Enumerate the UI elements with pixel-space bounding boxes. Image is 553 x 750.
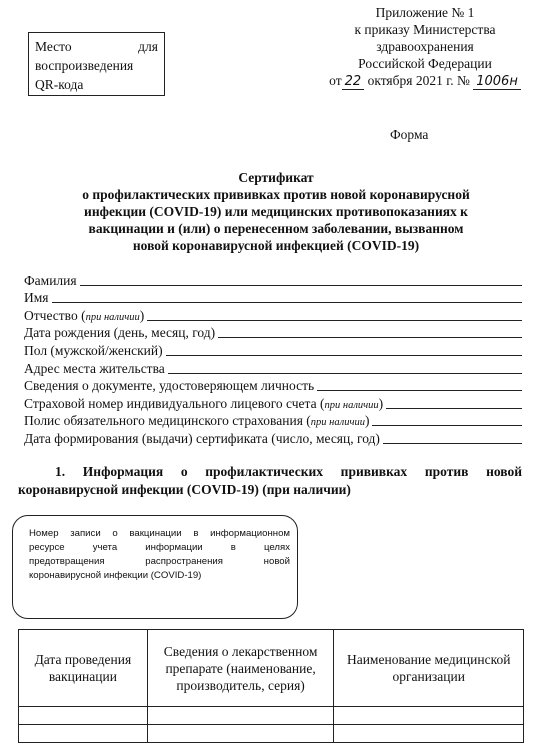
form-label: Форма — [390, 127, 429, 142]
field-address[interactable]: Адрес места жительства — [24, 359, 522, 377]
field-identity-document[interactable]: Сведения о документе, удостоверяющем личность — [24, 377, 522, 395]
table-cell[interactable] — [19, 725, 148, 743]
field-birth-date[interactable]: Дата рождения (день, месяц, год) — [24, 324, 522, 342]
table-cell[interactable] — [147, 707, 334, 725]
appendix-number: Приложение № 1 — [375, 5, 475, 20]
vaccination-record-text: Номер записи о вакцинации в информационном ресурсе учета информации в целях предотвращения распространения новой коронавирусной инфекции (COVID-19) — [29, 528, 290, 581]
certificate-title: Сертификат о профилактических прививках против новой коронавирусной инфекции (COVID-19) или медицинских противопоказаниях к вакцинации и (или) о перенесенном заболевании, вызванном новой коронавирусной инфекцией (COVID-19) — [26, 169, 526, 254]
order-number: 1006н — [473, 75, 521, 90]
qr-label-place: Место — [35, 39, 72, 54]
table-cell[interactable] — [19, 707, 148, 725]
input-line[interactable] — [383, 443, 522, 444]
input-line[interactable] — [52, 302, 522, 303]
table-row[interactable] — [19, 707, 524, 725]
input-line[interactable] — [147, 320, 522, 321]
table-cell[interactable] — [334, 725, 524, 743]
order-ministry: к приказу Министерства — [354, 22, 496, 37]
personal-fields — [24, 271, 522, 447]
input-line[interactable] — [80, 285, 522, 286]
order-day: 22 — [342, 75, 365, 90]
order-russian-federation: Российской Федерации — [358, 56, 492, 71]
approval-block — [310, 4, 540, 90]
qr-label-reproduction: воспроизведения — [35, 58, 134, 73]
field-issue-date[interactable]: Дата формирования (выдачи) сертификата (число, месяц, год) — [24, 429, 522, 447]
field-snils[interactable]: Страховой номер индивидуального лицевого счета (при наличии) — [24, 394, 522, 412]
field-patronymic[interactable]: Отчество (при наличии) — [24, 306, 522, 324]
field-oms-policy[interactable]: Полис обязательного медицинского страхования (при наличии) — [24, 412, 522, 430]
input-line[interactable] — [168, 373, 522, 374]
order-healthcare: здравоохранения — [376, 39, 474, 54]
input-line[interactable] — [372, 425, 522, 426]
input-line[interactable] — [218, 337, 522, 338]
col-drug-info: Сведения о лекарственном препарате (наименование, производитель, серия) — [147, 630, 334, 707]
table-cell[interactable] — [147, 725, 334, 743]
qr-label-for: для — [138, 39, 158, 54]
vaccination-table — [18, 629, 524, 743]
qr-label-qr-code: QR-кода — [35, 77, 84, 92]
table-row[interactable] — [19, 725, 524, 743]
col-vaccination-date: Дата проведения вакцинации — [19, 630, 148, 707]
order-date-line: от 22 октября 2021 г. № 1006н — [310, 72, 540, 90]
field-sex[interactable]: Пол (мужской/женский) — [24, 341, 522, 359]
input-line[interactable] — [166, 355, 522, 356]
qr-code-placeholder — [28, 32, 165, 96]
certificate-heading: Сертификат — [238, 170, 314, 185]
table-cell[interactable] — [334, 707, 524, 725]
field-surname[interactable]: Фамилия — [24, 271, 522, 289]
section-1-heading: 1. Информация о профилактических прививках против новой коронавирусной инфекции (COVID-19) (при наличии) — [18, 464, 522, 497]
col-medical-organization: Наименование медицинской организации — [334, 630, 524, 707]
input-line[interactable] — [386, 408, 522, 409]
table-header-row — [19, 630, 524, 707]
field-name[interactable]: Имя — [24, 289, 522, 307]
input-line[interactable] — [317, 390, 522, 391]
